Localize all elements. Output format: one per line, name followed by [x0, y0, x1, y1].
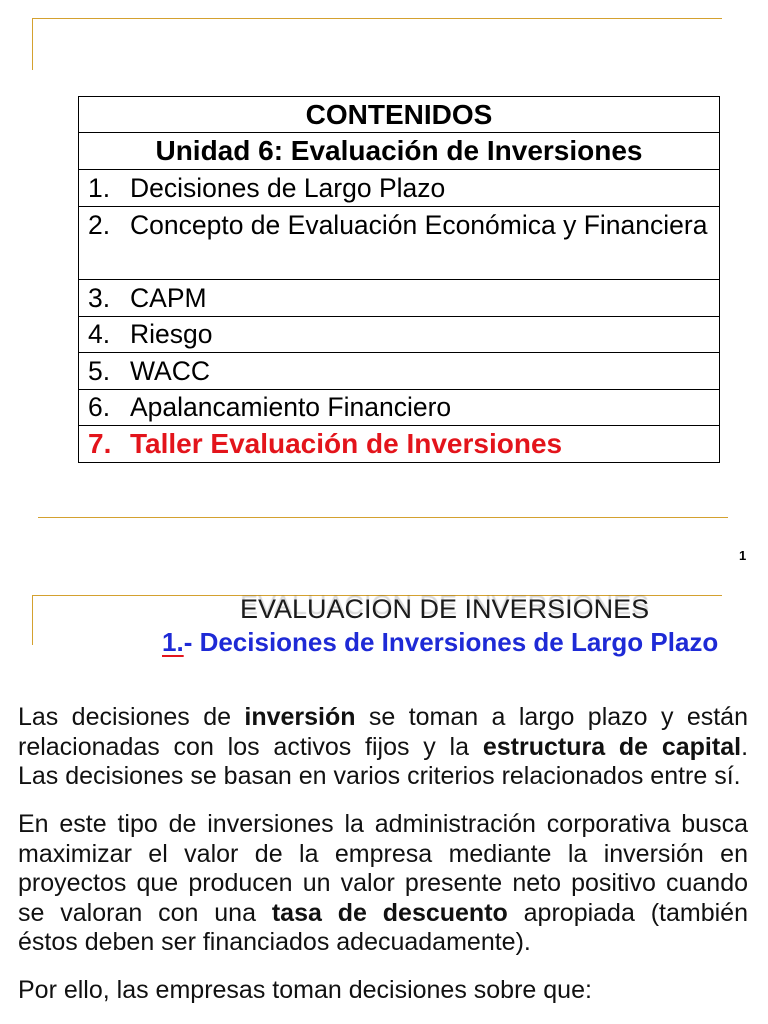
text-segment: . — [741, 732, 749, 761]
item-label: Apalancamiento Financiero — [130, 392, 452, 422]
paragraph — [18, 976, 748, 1006]
page-number: 1 — [739, 548, 747, 563]
subtitle-text: - Decisiones de Inversiones de Largo Plazo — [183, 627, 719, 657]
text-segment: relacionadas con los activos fijos y la — [18, 732, 483, 761]
text-segment: En este tipo de inversiones la administración corporativa busca — [18, 810, 748, 838]
text-line — [18, 869, 748, 899]
item-label: Riesgo — [130, 319, 213, 349]
table-row — [79, 317, 719, 353]
text-line — [18, 976, 748, 1006]
table-heading-row — [79, 97, 719, 133]
bold-term: tasa de descuento — [271, 898, 508, 927]
table-row — [79, 280, 719, 317]
item-number: 5. — [88, 356, 111, 386]
slide-title: EVALUACION DE INVERSIONES — [240, 594, 650, 624]
table-row — [79, 170, 719, 207]
table-row — [79, 353, 719, 390]
slide-1-frame-corner — [32, 18, 722, 70]
item-number: 2. — [88, 210, 111, 240]
item-number: 4. — [88, 319, 111, 349]
section-subtitle — [162, 627, 718, 657]
item-label: Concepto de Evaluación Económica y Financiera — [130, 210, 708, 240]
item-label: WACC — [130, 356, 210, 386]
table-row — [79, 390, 719, 426]
text-line — [18, 762, 748, 792]
text-line — [18, 733, 748, 763]
item-number: 6. — [88, 392, 111, 422]
table-unit-row — [79, 133, 719, 170]
table-row-highlighted — [79, 426, 719, 462]
item-label: Decisiones de Largo Plazo — [130, 173, 446, 203]
text-segment: proyectos que producen un valor presente neto positivo cuando — [18, 869, 748, 897]
table-row — [79, 207, 719, 280]
text-line — [18, 928, 748, 958]
text-segment: se valoran con una — [18, 898, 272, 927]
text-segment: se toman a largo plazo y están — [355, 703, 748, 731]
bold-term: inversión — [244, 703, 356, 731]
item-number: 7. — [88, 428, 112, 459]
text-line — [18, 899, 748, 929]
table-heading: CONTENIDOS — [305, 99, 493, 130]
subtitle-number: 1. — [162, 627, 184, 657]
bold-term: estructura de capital — [482, 732, 742, 761]
text-segment: apropiada (también — [507, 898, 748, 927]
text-line — [18, 810, 748, 840]
text-line — [18, 840, 748, 870]
contents-table — [78, 96, 720, 463]
text-line — [18, 703, 748, 733]
item-label: Taller Evaluación de Inversiones — [130, 428, 563, 459]
text-segment: Las decisiones se basan en varios criterios relacionados entre sí. — [18, 762, 741, 790]
text-segment: Por ello, las empresas toman decisiones sobre que: — [18, 976, 592, 1004]
body-text — [18, 703, 748, 1024]
item-label: CAPM — [130, 283, 207, 313]
text-segment: éstos deben ser financiados adecuadamente). — [18, 928, 531, 956]
text-segment: maximizar el valor de la empresa mediante la inversión en — [18, 839, 748, 868]
table-unit-title: Unidad 6: Evaluación de Inversiones — [155, 135, 643, 166]
item-number: 3. — [88, 283, 111, 313]
slide-1-bottom-rule — [38, 517, 728, 518]
item-number: 1. — [88, 173, 111, 203]
paragraph — [18, 810, 748, 958]
paragraph — [18, 703, 748, 792]
text-segment: Las decisiones de — [18, 703, 245, 731]
